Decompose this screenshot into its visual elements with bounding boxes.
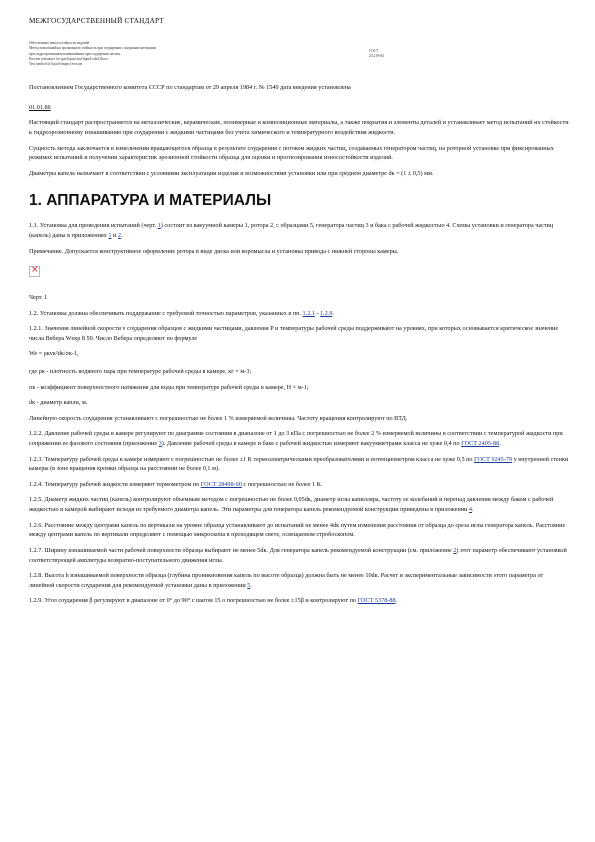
clause-1-1: 1.1. Установка для проведения испытаний (черт. 1) состоит из вакуумной камеры 1, ротора 2, с образцами 5, генератора частиц 3 и бака с рабочей жидкостью 4. Схемы установки и генератора частиц (капель) даны в приложениях 1 и 2. <box>29 222 554 240</box>
standard-type-header: МЕЖГОСУДАРСТВЕННЫЙ СТАНДАРТ <box>29 17 164 25</box>
meta-line: Обеспечение износостойкости изделий <box>29 41 90 46</box>
clause-1-2-7: 1.2.7. Ширину изнашиваемой части рабочей поверхности образца выбирают не менее 5dк. Для генератора капель рекомендуемой конструкции (см. приложение 2) этот параметр обеспечивают установкой соответствующей амплитуды возвратно-поступательного движения иглы. <box>29 546 567 564</box>
annex-link[interactable]: 5 <box>247 581 251 589</box>
clause-1-2-1: 1.2.1. Значения линейной скорости v соударения образцов с жидкими частицами, давления P и температуры рабочей среды поддерживают на уровнях, при которых основывается критическое значение числа Вебера Wекр 8 50. Число Вебера определяют по формуле <box>29 325 559 342</box>
method-paragraph: Сущность метода заключается в измельчении вращающегося образца в результате соударения с потоком жидких частиц, создаваемых генератором частиц, на роторной установке при фиксированных режимах испытаний и получении характеристик эрозионной стойкости образца для оценки и прогнозирования износостойкости изделий. <box>29 144 554 162</box>
gloss-tension: σк - коэффициент поверхностного натяжения для воды при температуре рабочей среды в камере, Н × м-1; <box>29 383 309 391</box>
gost-link[interactable]: ГОСТ 5378-88 <box>357 597 396 605</box>
meta-line: Test method of liquid-impact erosion <box>29 61 83 66</box>
gost-link[interactable]: ГОСТ 28498-90 <box>200 480 242 488</box>
intro-resolution: Постановлением Государственного комитета СССР по стандартам от 29 апреля 1984 г. № 1540 дата введения установлена <box>29 84 351 92</box>
intro-date: 01.01.86 <box>29 103 51 111</box>
clause-1-2-6: 1.2.6. Расстояние между центрами капель по вертикали на уровне образца устанавливают до испытаний не менее 4dк путем изменения расстояния от образца до среза иглы генератора капель. Расстояние между центрами капель по вертикали определяют с помощью микроскопа в проходящем свете, освещаемом стробоскопом. <box>29 521 566 539</box>
standard-number-block <box>369 49 569 67</box>
standard-meta <box>29 41 569 67</box>
gost-link[interactable]: ГОСТ 2405-88 <box>461 440 500 448</box>
clause-1-2-8: 1.2.8. Высота h изнашиваемой поверхности образца (глубина проникновения капель по высоте образца) должна быть не менее 10dк. Расчет и экспериментальные зависимости этого параметра от линейной скорости соударения для рекомендуемой установки даны в приложении 5. <box>29 572 544 589</box>
broken-image-icon <box>29 266 40 277</box>
annex-link[interactable]: 2 <box>117 232 121 240</box>
weber-formula: We = ρкvк²dк/σк-1, <box>29 350 79 358</box>
meta-line: Метод испытаний на эрозионную стойкость при соударении с жидкими частицами <box>29 46 156 51</box>
gloss-density: где ρк - плотность водяного пара при температуре рабочей среды в камере, кг × м-3; <box>29 367 252 375</box>
linear-speed-paragraph: Линейную скорость соударения устанавливают с погрешностью не более 1 % измеряемой величины. Частоту вращения контролируют по ВТД. <box>29 414 408 422</box>
standard-number: 23.219-84 <box>369 54 384 59</box>
annex-link[interactable]: 1 <box>157 222 161 230</box>
scope-paragraph: Настоящий стандарт распространяется на металлические, керамические, полимерные и композиционные материалы, а также покрытия и элементы деталей и устанавливает метод испытаний их стойкости к гидроэрозионному изнашиванию при соударении с жидкими частицами без учета химического и температурного воздействия жидкости. <box>29 119 569 136</box>
clause-1-2-3: 1.2.3. Температуру рабочей среды в камере измеряют с погрешностью не более ±1 К термоэлектрическими преобразователями и потенциометром класса не хуже 0,5 по ГОСТ 9245-79 у внутренней стенки камеры (в зоне вращения кромки образца на расстоянии не более 0,1 м). <box>29 455 569 473</box>
document-page <box>29 14 569 612</box>
clause-1-2-4: 1.2.4. Температуру рабочей жидкости измеряют термометром по ГОСТ 28498-90 с погрешностью не более 1 К. <box>29 480 323 488</box>
clause-link[interactable]: 1.2.9 <box>320 309 333 317</box>
diameter-paragraph: Диаметры капель назначают в соответствии с условиями эксплуатации изделия и возможностями установки или при среднем диаметре dк = (1 ± 0,5) мм. <box>29 169 434 177</box>
meta-line: при гидроэрозионном изнашивании при соударении частиц <box>29 51 121 56</box>
clause-link[interactable]: 1.2.1 <box>302 309 315 317</box>
meta-line: Erosion resistance for gas-liquid and liquid-solid flows <box>29 56 109 61</box>
gost-link[interactable]: ГОСТ 9245-79 <box>474 455 513 463</box>
standard-title-block <box>29 41 329 67</box>
annex-link[interactable]: 1 <box>108 232 112 240</box>
annex-link[interactable]: 2 <box>453 546 457 554</box>
section-title: 1. АППАРАТУРА И МАТЕРИАЛЫ <box>29 192 272 210</box>
annex-link[interactable]: 3 <box>158 440 162 448</box>
clause-1-2-2: 1.2.2. Давление рабочей среды в камере регулируют по диаграмме состояния в диапазоне от 1 до 3 кПа с погрешностью не более 2 % измеряемой величины в соответствии с температурой жидкости при сопряжении ее фазового состояния (приложение 3). Давление рабочей среды в камере и баке с рабочей жидкостью измеряют вакуумметрами класса не хуже 0,4 по ГОСТ 2405-88. <box>29 430 563 448</box>
clause-1-2: 1.2. Установка должна обеспечивать поддержание с требуемой точностью параметров, указанных в пп. 1.2.1 - 1.2.9. <box>29 309 334 317</box>
standard-prefix: ГОСТ <box>369 49 379 54</box>
clause-1-2-5: 1.2.5. Диаметр жидких частиц (капель) контролируют объемным методом с погрешностью не более 0,05dк, диаметр иглы капилляра, частоту ее колебаний и перепад давления между баком с рабочей жидкостью и камерой выбирают исходя из требуемого диаметра капель. Эти параметры для генератора капель рекомендуемой конструкции приведены в приложении 4. <box>29 496 554 514</box>
clause-1-2-9: 1.2.9. Угол соударения β регулируют в диапазоне от 0° до 90° с шагом 15 о погрешностью не более ±15β и контролируют по ГОСТ 5378-88. <box>29 597 398 605</box>
note-paragraph: Примечание. Допускается конструктивное оформление ротора в виде диска или коромысла и установка привода с нижней стороны камеры. <box>29 247 399 255</box>
gloss-diameter: dк - диаметр капли, м. <box>29 399 88 407</box>
annex-link[interactable]: 4 <box>468 506 473 514</box>
figure-caption: Черт. 1 <box>29 293 48 301</box>
